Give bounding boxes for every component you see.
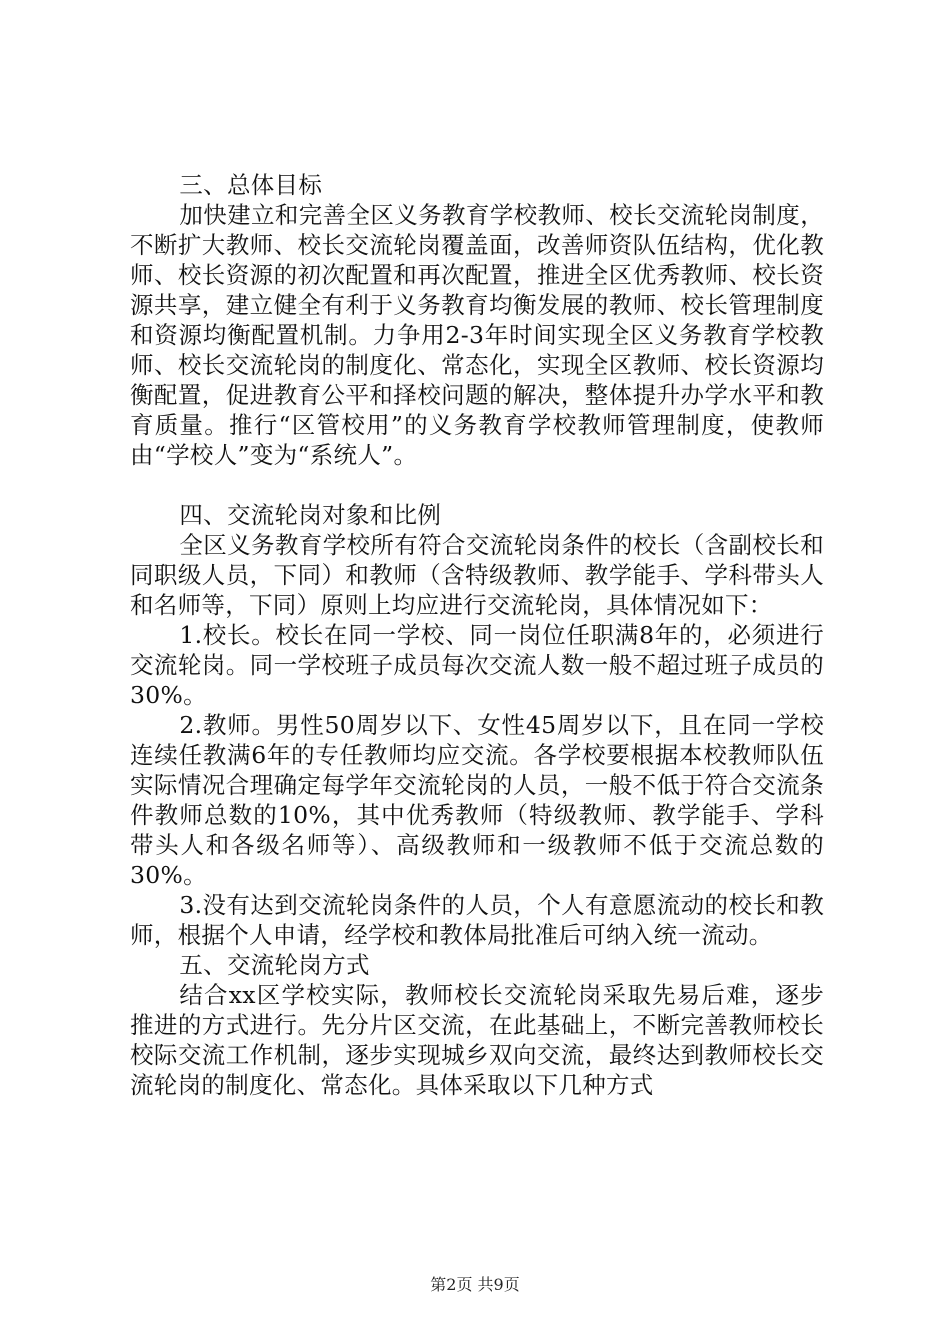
paragraph-goal: 加快建立和完善全区义务教育学校教师、校长交流轮岗制度，不断扩大教师、校长交流轮岗覆盖面，改善师资队伍结构，优化教师、校长资源的初次配置和再次配置，推进全区优秀教师、校长资源共享，建立健全有利于义务教育均衡发展的教师、校长管理制度和资源均衡配置机制。力争用2-3年时间实现全区义务教育学校教师、校长交流轮岗的制度化、常态化，实现全区教师、校长资源均衡配置，促进教育公平和择校问题的解决，整体提升办学水平和教育质量。推行“区管校用”的义务教育学校教师管理制度，使教师由“学校人”变为“系统人”。	[130, 201, 824, 469]
page-number-footer: 第2页 共9页	[430, 1275, 520, 1294]
paragraph-scope-item-3: 3.没有达到交流轮岗条件的人员，个人有意愿流动的校长和教师，根据个人申请，经学校和教体局批准后可纳入统一流动。	[130, 891, 824, 949]
paragraph-gap	[130, 470, 824, 500]
document-body	[130, 170, 824, 1100]
section-heading-goal: 三、总体目标	[179, 171, 323, 199]
paragraph-scope-item-2: 2.教师。男性50周岁以下、女性45周岁以下，且在同一学校连续任教满6年的专任教师均应交流。各学校要根据本校教师队伍实际情况合理确定每学年交流轮岗的人员，一般不低于符合交流条件教师总数的10%，其中优秀教师（特级教师、教学能手、学科带头人和各级名师等）、高级教师和一级教师不低于交流总数的30%。	[130, 711, 824, 889]
section-heading-method: 五、交流轮岗方式	[179, 951, 370, 979]
paragraph-scope-item-1: 1.校长。校长在同一学校、同一岗位任职满8年的，必须进行交流轮岗。同一学校班子成员每次交流人数一般不超过班子成员的30%。	[130, 621, 824, 709]
paragraph-method: 结合xx区学校实际，教师校长交流轮岗采取先易后难，逐步推进的方式进行。先分片区交流，在此基础上，不断完善教师校长校际交流工作机制，逐步实现城乡双向交流，最终达到教师校长交流轮岗的制度化、常态化。具体采取以下几种方式	[130, 981, 824, 1099]
section-heading-scope: 四、交流轮岗对象和比例	[179, 501, 442, 529]
paragraph-scope-intro: 全区义务教育学校所有符合交流轮岗条件的校长（含副校长和同职级人员，下同）和教师（含特级教师、教学能手、学科带头人和名师等，下同）原则上均应进行交流轮岗，具体情况如下：	[130, 531, 824, 619]
